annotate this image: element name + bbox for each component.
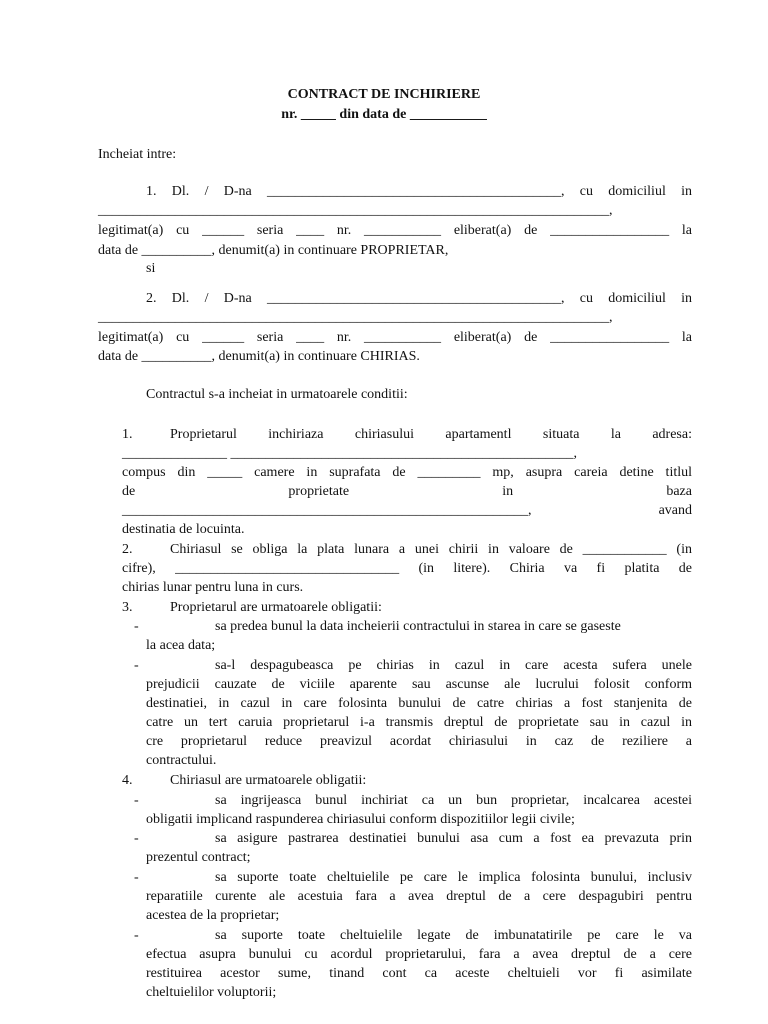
clause1-line1: Proprietarul inchiriaza chiriasului apartamentl situata la adresa: [170,427,692,442]
document-subtitle: nr. _____ din data de ___________ [281,107,487,122]
clause1-line4: de proprietate in baza [122,484,692,499]
conditions-intro: Contractul s-a incheiat in urmatoarele conditii: [146,387,408,402]
clause4-item1-line1: sa ingrijeasca bunul inchiriat ca un bun proprietar, incalcarea acestei [215,793,692,808]
party1-conjunction: si [146,261,156,276]
clause4-heading: Chiriasul are urmatoarele obligatii: [170,773,367,788]
clause3-item1-line2: la acea data; [146,638,216,653]
clause1-line2: _______________ _________________________________________________, [122,446,577,461]
party1-line2: _________________________________________________________________________, [98,203,613,218]
bullet-dash: - [134,658,139,673]
clause4-item2-line2: prezentul contract; [146,850,251,865]
clause4-item3-line2: reparatiile curente ale acestuia fara a avea dreptul de a cere despagubiri pentru [146,889,692,904]
bullet-dash: - [134,619,139,634]
clause4-item3-line1: sa suporte toate cheltuielile pe care le implica folosinta bunului, inclusiv [215,870,692,885]
clause4-item4-line1: sa suporte toate cheltuielile legate de imbunatatirile pe care le va [215,928,692,943]
clause3-item2-line6: contractului. [146,753,217,768]
clause2-line3: chirias lunar pentru luna in curs. [122,580,304,595]
party1-line3: legitimat(a) cu ______ seria ____ nr. ___________ eliberat(a) de _________________ la [98,223,692,238]
party1-line1: 1. Dl. / D-na __________________________________________, cu domiciliul in [146,184,692,199]
clause4-item4-line2: efectua asupra bunului cu acordul proprietarului, fara a avea dreptul de a cere [146,947,692,962]
clause3-item2-line5: cre proprietarul reduce preavizul acordat chiriasului in caz de reziliere a [146,734,692,749]
party2-line4: data de __________, denumit(a) in continuare CHIRIAS. [98,349,420,364]
clause4-item1-line2: obligatii implicand raspunderea chiriasului conform dispozitiilor legii civile; [146,812,575,827]
clause3-heading: Proprietarul are urmatoarele obligatii: [170,600,382,615]
clause-number: 4. [122,773,133,788]
clause2-line2: cifre), ________________________________ (in litere). Chiria va fi platita de [122,561,692,576]
intro-text: Incheiat intre: [98,147,177,162]
clause-number: 1. [122,427,133,442]
clause3-item2-line1: sa-l despagubeasca pe chirias in cazul in care acesta sufera unele [215,658,692,673]
clause4-item4-line3: restituirea acestor sume, tinand cont ca aceste cheltuieli vor fi asimilate [146,966,692,981]
clause1-line6: destinatia de locuinta. [122,522,245,537]
party2-line1: 2. Dl. / D-na __________________________________________, cu domiciliul in [146,291,692,306]
clause4-item2-line1: sa asigure pastrarea destinatiei bunului asa cum a fost ea prevazuta prin [215,831,692,846]
bullet-dash: - [134,870,139,885]
clause1-line5: __________________________________________________________, avand [122,503,692,518]
clause3-item1-line1: sa predea bunul la data incheierii contractului in starea in care se gaseste [215,619,621,634]
document-title: CONTRACT DE INCHIRIERE [287,87,481,102]
party1-line4: data de __________, denumit(a) in continuare PROPRIETAR, [98,243,449,258]
clause3-item2-line4: catre un tert caruia proprietarul i-a transmis dreptul de proprietate sau in cazul in [146,715,692,730]
clause4-item4-line4: cheltuielilor voluptorii; [146,985,277,1000]
clause2-line1: Chiriasul se obliga la plata lunara a unei chirii in valoare de ____________ (in [170,542,692,557]
party2-line3: legitimat(a) cu ______ seria ____ nr. ___________ eliberat(a) de _________________ la [98,330,692,345]
clause3-item2-line2: prejudicii cauzate de viciile aparente sau ascunse ale lucrului folosit conform [146,677,692,692]
party2-line2: _________________________________________________________________________, [98,310,613,325]
clause3-item2-line3: destinatiei, in cazul in care folosinta bunului de catre chirias a fost stanjenita de [146,696,692,711]
bullet-dash: - [134,793,139,808]
clause1-line3: compus din _____ camere in suprafata de _________ mp, asupra careia detine titlul [122,465,692,480]
clause4-item3-line3: acestea de la proprietar; [146,908,280,923]
bullet-dash: - [134,928,139,943]
clause-number: 2. [122,542,133,557]
clause-number: 3. [122,600,133,615]
bullet-dash: - [134,831,139,846]
